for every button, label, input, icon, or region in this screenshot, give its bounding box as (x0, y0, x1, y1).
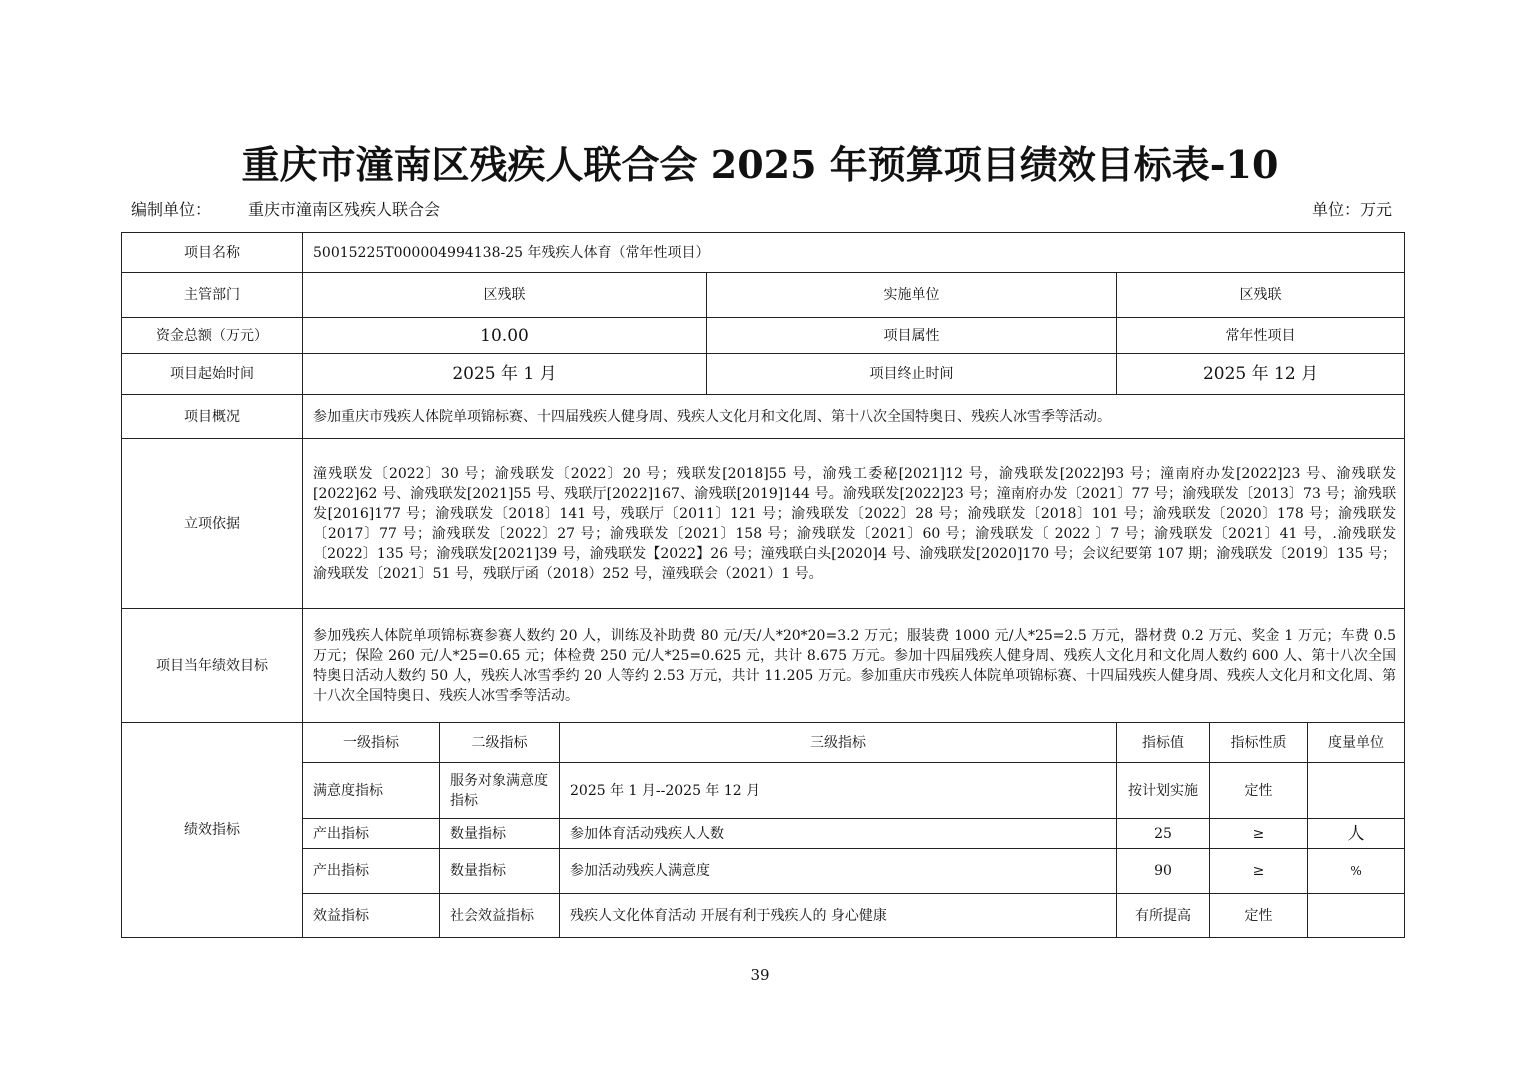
row-basis (122, 439, 1405, 609)
goal-value: 参加残疾人体院单项锦标赛参赛人数约 20 人，训练及补助费 80 元/天/人*20*20=3.2 万元；服装费 1000 元/人*25=2.5 万元，器材费 0.2 万元、奖金 1 万元；车费 0.5 万元；保险 260 元/人*25=0.65 元；体检费 250 元/人*25=0.625 元，共计 8.675 万元。参加十四届残疾人健身周、残疾人文化月和文化周人数约 600 人、第十八次全国特奥日活动人数约 50 人，残疾人冰雪季约 20 人等约 2.53 万元，共计 11.205 万元。参加重庆市残疾人体院单项锦标赛、十四届残疾人健身周、残疾人文化月和文化周、第十八次全国特奥日、残疾人冰雪季等活动。 (303, 609, 1405, 723)
perf-value: 25 (1117, 819, 1210, 849)
perf-l1: 满意度指标 (303, 763, 440, 819)
perf-value: 90 (1117, 849, 1210, 894)
unit-label: 单位：万元 (1311, 200, 1392, 219)
perf-header-value: 指标值 (1117, 723, 1210, 763)
row-project-name (122, 233, 1405, 273)
start-label: 项目起始时间 (122, 354, 303, 395)
perf-l2: 数量指标 (440, 849, 560, 894)
overview-label: 项目概况 (122, 395, 303, 439)
perf-header-nature: 指标性质 (1210, 723, 1308, 763)
perf-header-unit: 度量单位 (1308, 723, 1405, 763)
goal-label: 项目当年绩效目标 (122, 609, 303, 723)
perf-label: 绩效指标 (122, 723, 303, 938)
perf-l1: 产出指标 (303, 849, 440, 894)
impl-unit-value: 区残联 (1117, 273, 1405, 318)
row-time (122, 354, 1405, 395)
org-label: 编制单位： (131, 200, 212, 219)
org-value: 重庆市潼南区残疾人联合会 (248, 200, 441, 219)
perf-l2: 数量指标 (440, 819, 560, 849)
attr-value: 常年性项目 (1117, 318, 1405, 354)
attr-label: 项目属性 (707, 318, 1117, 354)
row-funds (122, 318, 1405, 354)
perf-unit (1308, 763, 1405, 819)
funds-value: 10.00 (303, 318, 707, 354)
row-overview (122, 395, 1405, 439)
perf-nature: ≥ (1210, 849, 1308, 894)
perf-unit (1308, 894, 1405, 938)
perf-row (122, 763, 1405, 819)
perf-nature: 定性 (1210, 894, 1308, 938)
perf-header-l3: 三级指标 (560, 723, 1117, 763)
perf-header-l2: 二级指标 (440, 723, 560, 763)
project-name-label: 项目名称 (122, 233, 303, 273)
perf-row (122, 819, 1405, 849)
funds-label: 资金总额（万元） (122, 318, 303, 354)
basis-value: 潼残联发〔2022〕30 号；渝残联发〔2022〕20 号；残联发[2018]55 号，渝残工委秘[2021]12 号，渝残联发[2022]93 号；潼南府办发[2022]23 号、渝残联发[2022]62 号、渝残联发[2021]55 号、残联厅[2022]167、渝残联[2019]144 号。渝残联发[2022]23 号；潼南府办发〔2021〕77 号；渝残联发〔2013〕73 号；渝残联发[2016]177 号；渝残联发〔2018〕141 号，残联厅〔2011〕121 号；渝残联发〔2022〕28 号；渝残联发〔2018〕101 号；渝残联发〔2020〕178 号；渝残联发〔2017〕77 号；渝残联发〔2022〕27 号；渝残联发〔2021〕158 号；渝残联发〔2021〕60 号；渝残联发〔 2022 〕7 号；渝残联发〔2021〕41 号，.渝残联发〔2022〕135 号；渝残联发[2021]39 号，渝残联发【2022】26 号；潼残联白头[2020]4 号、渝残联发[2020]170 号；会议纪要第 107 期；渝残联发〔2019〕135 号；渝残联发〔2021〕51 号，残联厅函（2018）252 号，潼残联会（2021）1 号。 (303, 439, 1405, 609)
perf-header-l1: 一级指标 (303, 723, 440, 763)
row-goal (122, 609, 1405, 723)
perf-value: 按计划实施 (1117, 763, 1210, 819)
perf-nature: 定性 (1210, 763, 1308, 819)
row-dept (122, 273, 1405, 318)
perf-header-row (122, 723, 1405, 763)
perf-unit: 人 (1308, 819, 1405, 849)
perf-l3: 参加活动残疾人满意度 (560, 849, 1117, 894)
perf-nature: ≥ (1210, 819, 1308, 849)
start-value: 2025 年 1 月 (303, 354, 707, 395)
dept-value: 区残联 (303, 273, 707, 318)
perf-value: 有所提高 (1117, 894, 1210, 938)
basis-label: 立项依据 (122, 439, 303, 609)
end-value: 2025 年 12 月 (1117, 354, 1405, 395)
performance-table (121, 232, 1405, 938)
perf-l1: 产出指标 (303, 819, 440, 849)
impl-unit-label: 实施单位 (707, 273, 1117, 318)
project-name-value: 50015225T000004994138-25 年残疾人体育（常年性项目） (303, 233, 1405, 273)
perf-row (122, 894, 1405, 938)
perf-row (122, 849, 1405, 894)
page-number: 39 (750, 966, 770, 984)
perf-l3: 残疾人文化体育活动 开展有利于残疾人的 身心健康 (560, 894, 1117, 938)
overview-value: 参加重庆市残疾人体院单项锦标赛、十四届残疾人健身周、残疾人文化月和文化周、第十八次全国特奥日、残疾人冰雪季等活动。 (303, 395, 1405, 439)
perf-l2: 服务对象满意度指标 (440, 763, 560, 819)
document-title: 重庆市潼南区残疾人联合会 2025 年预算项目绩效目标表-10 (241, 142, 1279, 187)
perf-l3: 2025 年 1 月--2025 年 12 月 (560, 763, 1117, 819)
perf-unit: % (1308, 849, 1405, 894)
dept-label: 主管部门 (122, 273, 303, 318)
end-label: 项目终止时间 (707, 354, 1117, 395)
perf-l3: 参加体育活动残疾人人数 (560, 819, 1117, 849)
perf-l1: 效益指标 (303, 894, 440, 938)
perf-l2: 社会效益指标 (440, 894, 560, 938)
